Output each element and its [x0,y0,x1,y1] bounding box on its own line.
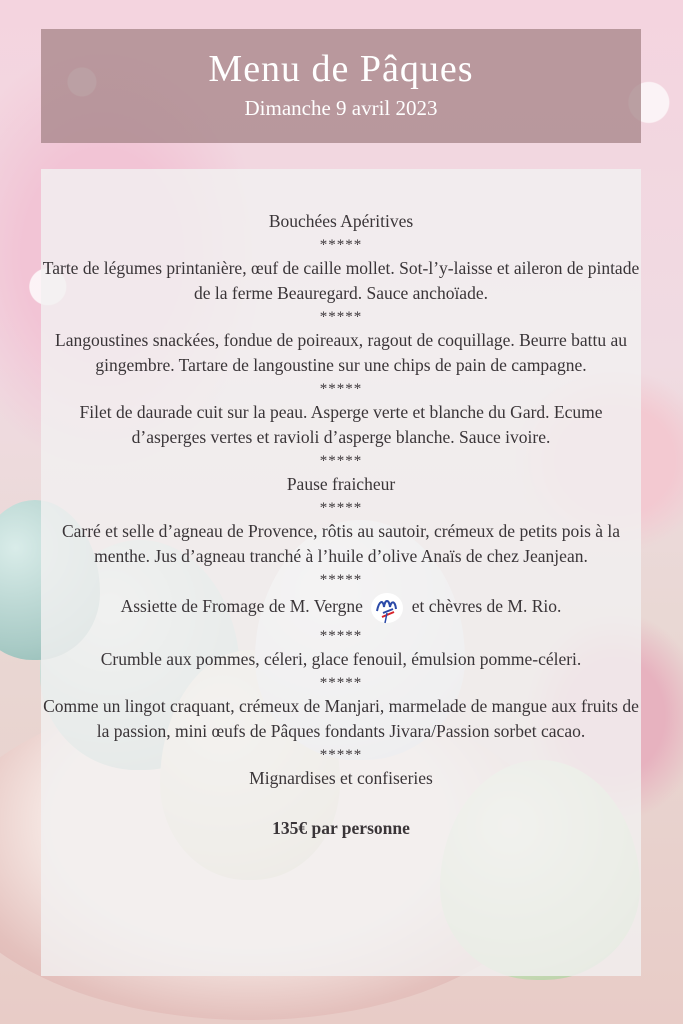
menu-course: Carré et selle d’agneau de Provence, rôtis au sautoir, crémeux de petits pois à la menthe. Jus d’agneau tranché à l’huile d’olive Anaïs de chez Jeanjean. [61,521,621,566]
menu-course: Tarte de légumes printanière, œuf de caille mollet. Sot-l’y-laisse et aileron de pintade de la ferme Beauregard. Sauce anchoïade. [42,258,640,303]
menu-course: Comme un lingot craquant, crémeux de Manjari, marmelade de mangue aux fruits de la passion, mini œufs de Pâques fondants Jivara/Passion sorbet cacao. [43,696,639,741]
mof-logo-icon [369,591,405,625]
separator: ***** [319,747,363,763]
menu-course: Langoustines snackées, fondue de poireaux, ragout de coquillage. Beurre battu au gingembre. Tartare de langoustine sur une chips de pain de campagne. [55,330,627,375]
separator: ***** [319,500,363,516]
menu-course: Mignardises et confiseries [249,768,433,788]
menu-course: Bouchées Apéritives [268,211,414,231]
menu-course: Crumble aux pommes, céleri, glace fenouil, émulsion pomme-céleri. [100,649,582,669]
menu-course: Pause fraicheur [286,474,396,494]
separator: ***** [319,453,363,469]
menu-course: Filet de daurade cuit sur la peau. Asperge verte et blanche du Gard. Ecume d’asperges vertes et ravioli d’asperge blanche. Sauce ivoire. [79,402,603,447]
cheese-text-before: Assiette de Fromage de M. Vergne [120,596,363,617]
separator: ***** [319,675,363,691]
page-title: Menu de Pâques [208,48,474,90]
event-date: Dimanche 9 avril 2023 [244,96,438,120]
cheese-text-after: et chèvres de M. Rio. [411,596,562,617]
price: 135€ par personne [272,818,410,838]
menu-panel [41,169,641,976]
separator: ***** [319,572,363,588]
menu-course-cheese [41,591,641,625]
separator: ***** [319,309,363,325]
separator: ***** [319,628,363,644]
separator: ***** [319,381,363,397]
title-banner [41,29,641,143]
separator: ***** [319,237,363,253]
